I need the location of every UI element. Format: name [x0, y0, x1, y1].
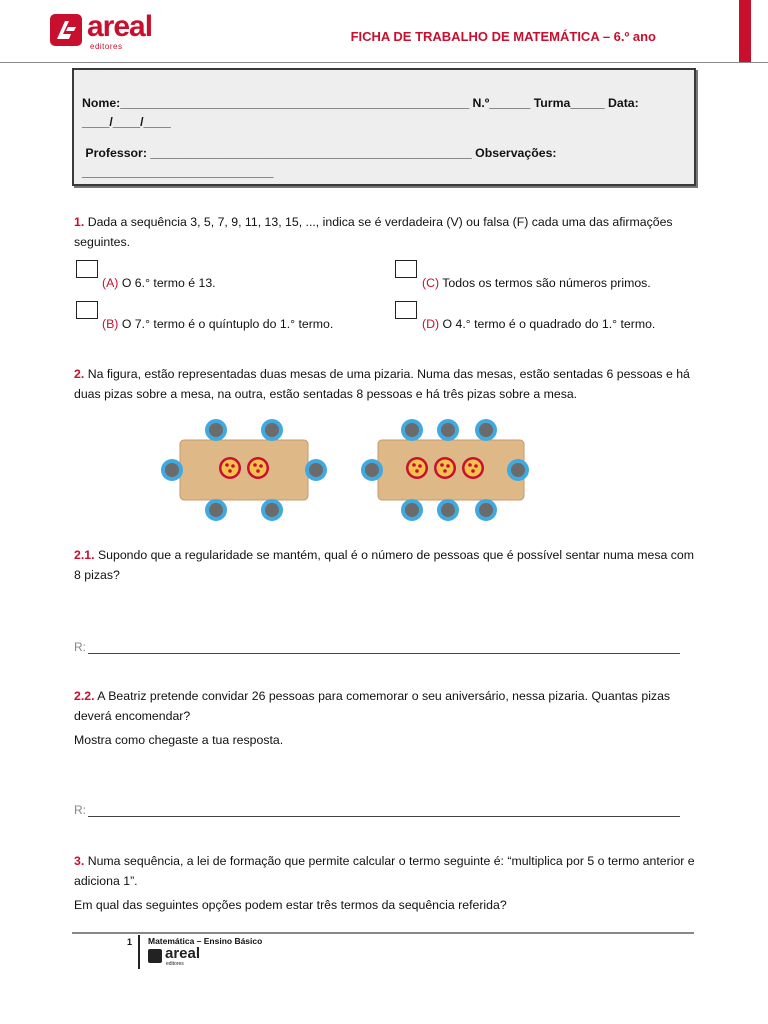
answer-2-1-label: R:	[74, 640, 86, 654]
date-blanks-line: ____/____/____	[82, 115, 171, 129]
question-2	[74, 364, 696, 404]
question-3-prompt: Em qual das seguintes opções podem estar três termos da sequência referida?	[74, 898, 507, 912]
option-c-text: Todos os termos são números primos.	[442, 276, 651, 290]
checkbox-option-a[interactable]	[76, 260, 98, 278]
question-1-number: 1.	[74, 215, 85, 229]
question-2-1-number: 2.1.	[74, 548, 95, 562]
option-a	[102, 273, 216, 293]
observations-blank-line: ____________________________	[82, 165, 274, 179]
worksheet-title: FICHA DE TRABALHO DE MATEMÁTICA – 6.º ano	[350, 29, 656, 44]
question-2-2	[74, 686, 696, 726]
footer-logo-word: areal	[165, 945, 201, 962]
option-a-text: O 6.° termo é 13.	[121, 276, 216, 290]
footer-logo-subtitle: editores	[166, 961, 184, 967]
teacher-observations-line: Professor: _______________________________________________ Observações:	[82, 146, 557, 160]
answer-2-2-line[interactable]	[88, 816, 680, 817]
header-accent-bar	[739, 0, 751, 62]
logo-mark-icon	[50, 14, 82, 46]
student-identification-box	[72, 68, 696, 186]
header-divider	[0, 62, 768, 63]
option-b-letter: (B)	[102, 317, 119, 331]
question-2-number: 2.	[74, 367, 85, 381]
table-8-people	[361, 419, 529, 521]
footer-logo	[148, 945, 218, 967]
logo-subtitle: editores	[90, 42, 123, 51]
option-d	[422, 314, 655, 334]
question-2-1-text: Supondo que a regularidade se mantém, qual é o número de pessoas que é possível sentar numa mesa com 8 pizas?	[74, 548, 695, 582]
question-2-1	[74, 545, 696, 585]
question-2-2-instruction: Mostra como chegaste a tua resposta.	[74, 733, 284, 747]
page-number: 1	[127, 937, 133, 947]
footer-course-label: Matemática – Ensino Básico	[148, 936, 263, 946]
answer-2-1-line[interactable]	[88, 653, 680, 654]
question-3	[74, 851, 696, 891]
question-1-text: Dada a sequência 3, 5, 7, 9, 11, 13, 15, ..., indica se é verdadeira (V) ou falsa (F) cada uma das afirmações seguintes.	[74, 215, 673, 249]
checkbox-option-c[interactable]	[395, 260, 417, 278]
question-3-text: Numa sequência, a lei de formação que permite calcular o termo seguinte é: “multiplica por 5 o termo anterior e adiciona 1”.	[74, 854, 695, 888]
option-b	[102, 314, 333, 334]
option-c-letter: (C)	[422, 276, 440, 290]
footer-logo-mark-icon	[148, 949, 162, 963]
option-b-text: O 7.° termo é o quíntuplo do 1.° termo.	[121, 317, 334, 331]
option-d-text: O 4.° termo é o quadrado do 1.° termo.	[442, 317, 656, 331]
option-c	[422, 273, 651, 293]
question-2-2-text: A Beatriz pretende convidar 26 pessoas para comemorar o seu aniversário, nessa pizaria. Quantas pizas deverá encomendar?	[74, 689, 671, 723]
name-number-class-date-line: Nome:___________________________________________________ N.º______ Turma_____ Data:	[82, 96, 639, 110]
question-3-number: 3.	[74, 854, 85, 868]
pizzeria-tables-figure	[160, 412, 530, 524]
table-6-people	[161, 419, 327, 521]
logo-word: areal	[87, 10, 153, 43]
checkbox-option-d[interactable]	[395, 301, 417, 319]
question-1	[74, 212, 696, 252]
footer-separator	[138, 935, 140, 969]
footer-divider	[72, 932, 694, 934]
question-2-2-number: 2.2.	[74, 689, 95, 703]
question-2-text: Na figura, estão representadas duas mesas de uma pizaria. Numa das mesas, estão sentadas 6 pessoas e há duas pizas sobre a mesa, na outra, estão sentadas 8 pessoas e há três pizas sobre a mesa.	[74, 367, 690, 401]
checkbox-option-b[interactable]	[76, 301, 98, 319]
answer-2-2-label: R:	[74, 803, 86, 817]
option-d-letter: (D)	[422, 317, 440, 331]
option-a-letter: (A)	[102, 276, 119, 290]
publisher-logo	[50, 10, 174, 54]
